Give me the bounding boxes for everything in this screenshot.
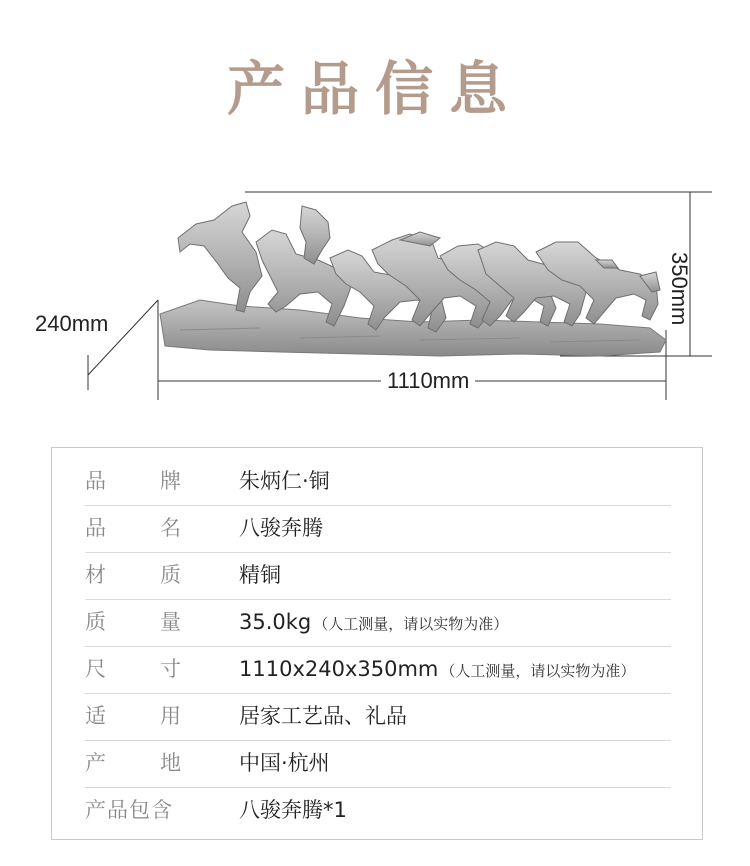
spec-value [239,599,508,646]
spec-value-text: 八骏奔腾 [239,516,323,540]
spec-label-char: 适 [85,704,106,728]
spec-label: 产品包含 [85,798,173,822]
spec-row-material [85,552,671,600]
spec-row-brand [85,458,671,506]
spec-label-char: 名 [160,516,181,540]
spec-value-text: 八骏奔腾*1 [239,798,347,822]
spec-value [239,505,323,552]
spec-row-size [85,646,671,694]
dimension-width-label: 1110mm [381,368,475,394]
spec-value-text: 中国·杭州 [239,751,330,775]
spec-label-char: 量 [160,610,181,634]
spec-label-char: 寸 [160,657,181,681]
spec-label-char: 品 [85,469,106,493]
spec-label [85,505,181,552]
spec-label [85,552,181,599]
spec-value-text: 1110x240x350mm [239,657,439,681]
spec-value [239,458,330,505]
spec-label [85,740,181,787]
spec-row-name [85,505,671,553]
spec-label-char: 尺 [85,657,106,681]
spec-row-usage [85,693,671,741]
spec-table [51,447,703,840]
spec-row-origin [85,740,671,788]
spec-label-char: 牌 [160,469,181,493]
sculpture-illustration [0,180,750,410]
spec-label [85,458,181,505]
spec-value [239,646,635,693]
spec-value [239,740,330,787]
spec-value [239,552,281,599]
spec-label-char: 品 [85,516,106,540]
spec-value-text: 居家工艺品、礼品 [239,704,407,728]
spec-value-text: 35.0kg [239,610,312,634]
spec-value-text: 朱炳仁·铜 [239,469,330,493]
spec-note: （人工测量，请以实物为准） [440,662,636,680]
spec-label [85,646,181,693]
spec-label [85,693,181,740]
product-figure [0,180,750,410]
spec-row-weight [85,599,671,647]
spec-label-char: 地 [160,751,181,775]
dimension-depth-label: 240mm [35,311,109,336]
spec-label-char: 产 [85,751,106,775]
spec-note: （人工测量，请以实物为准） [313,615,509,633]
spec-label-char: 质 [85,610,106,634]
page-title: 产品信息 [226,55,523,123]
spec-label [85,599,181,646]
spec-value [239,693,407,740]
spec-row-contents [85,787,671,834]
spec-value [239,787,347,834]
dimension-height-label: 350mm [667,252,692,326]
spec-label-char: 用 [160,704,181,728]
spec-value-text: 精铜 [239,563,281,587]
spec-label-char: 质 [160,563,181,587]
spec-label-char: 材 [85,563,106,587]
